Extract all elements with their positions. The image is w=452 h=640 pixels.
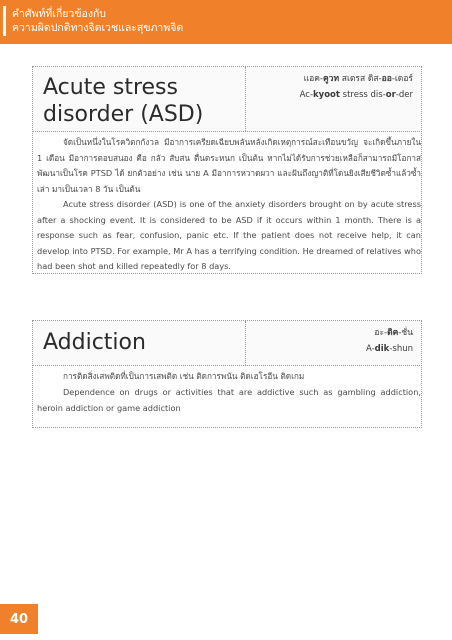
entry-asd-body <box>32 131 422 274</box>
entry-addiction-body <box>32 365 422 428</box>
definition-english: Dependence on drugs or activities that are addictive such as gambling addiction, heroin addiction or game addiction <box>37 387 421 413</box>
term-title: Addiction <box>43 330 146 355</box>
pronunciation-thai: แอค-คูวท สเตรส ดิส-ออ-เดอร์ <box>303 74 413 84</box>
term-title-line1: Acute stress <box>43 75 178 100</box>
page-number: 40 <box>0 604 38 634</box>
chapter-header <box>0 0 452 44</box>
definition-thai: การติดสิ่งเสพติดที่เป็นการเสพติด เช่น ติดการพนัน ติดเฮโรอีน ติดเกม <box>63 371 305 381</box>
header-accent-bar <box>3 6 6 36</box>
entry-asd-header <box>32 66 422 132</box>
definition-thai: จัดเป็นหนึ่งในโรควิตกกังวล มีอาการเครียดเฉียบพลันหลังเกิดเหตุการณ์สะเทือนขวัญ จะเกิดขึ้นภายใน 1 เดือน มีอาการตอบสนอง คือ กลัว สับสน ตื่นตระหนก เป็นต้น หากไม่ได้รับการช่วยเหลือก็สามารถมีโอกาสพัฒนาเป็นโรค PTSD ได้ ยกตัวอย่าง เช่น นาย A มีอาการหวาดผวา และฝันถึงญาติที่โดนยิงเสียชีวิตซ้ำแล้วซ้ำเล่า มาเป็นเวลา 8 วัน เป็นต้น <box>37 137 421 194</box>
chapter-title-line2: ความผิดปกติทางจิตเวชและสุขภาพจิต <box>12 22 184 34</box>
chapter-title-line1: คำศัพท์ที่เกี่ยวข้องกับ <box>12 8 106 20</box>
pronunciation-english: A-dik-shun <box>365 344 413 354</box>
header-divider <box>245 321 246 365</box>
pronunciation-english: Ac-kyoot stress dis-or-der <box>299 90 413 100</box>
entry-addiction-header <box>32 320 422 366</box>
pronunciation-thai: อะ-ดิค-ชั่น <box>374 328 413 338</box>
term-title-line2: disorder (ASD) <box>43 102 204 127</box>
header-divider <box>245 67 246 131</box>
definition-english: Acute stress disorder (ASD) is one of the anxiety disorders brought on by acute stress after a shocking event. It is considered to be ASD if it occurs within 1 month. There is a response such as fear, confusion, panic etc. If the patient does not receive help, it can develop into PTSD. For example, Mr A has a terrifying condition. He dreamed of relatives who had been shot and killed repeatedly for 8 days. <box>37 199 421 272</box>
